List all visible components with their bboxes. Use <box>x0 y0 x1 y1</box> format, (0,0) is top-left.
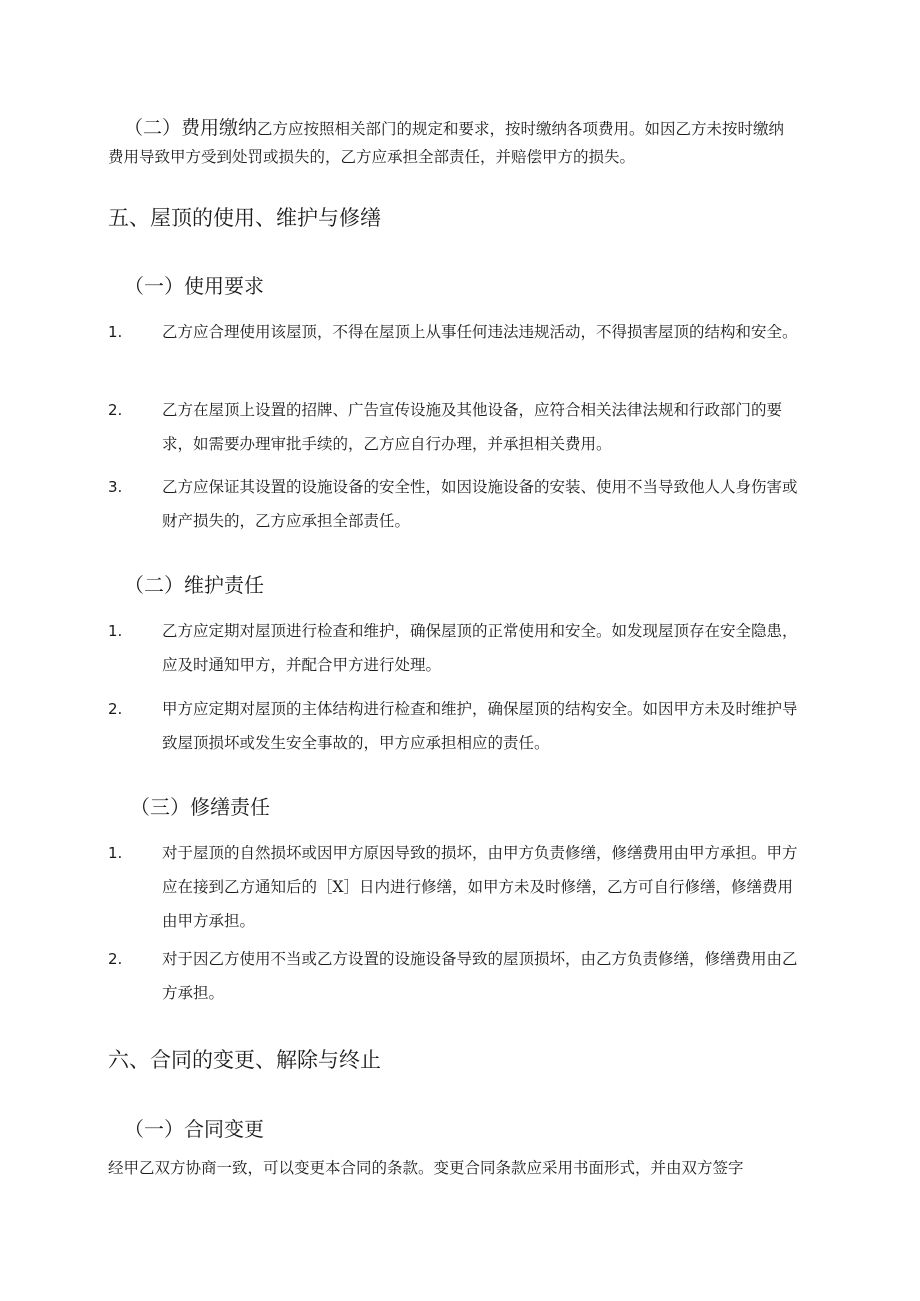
list-item <box>108 692 808 760</box>
section5-sub2-title: （二）维护责任 <box>124 573 264 597</box>
section6-sub1-text: 经甲乙双方协商一致，可以变更本合同的条款。变更合同条款应采用书面形式，并由双方签字 <box>108 1159 744 1177</box>
section5-sub1-title: （一）使用要求 <box>124 274 264 298</box>
list-item-number: 2. <box>108 401 123 419</box>
section6-sub1-title: （一）合同变更 <box>124 1117 264 1141</box>
list-item-text: 甲方应定期对屋顶的主体结构进行检查和维护，确保屋顶的结构安全。如因甲方未及时维护导致屋顶损坏或发生安全事故的，甲方应承担相应的责任。 <box>162 700 798 752</box>
list-item <box>108 393 808 461</box>
list-item-number: 1. <box>108 844 123 862</box>
section5-title: 五、屋顶的使用、维护与修缮 <box>108 206 381 230</box>
list-item <box>108 470 808 538</box>
fee-paragraph <box>108 114 798 171</box>
list-item-number: 2. <box>108 950 123 968</box>
list-item-text: 乙方在屋顶上设置的招牌、广告宣传设施及其他设备，应符合相关法律法规和行政部门的要求，如需要办理审批手续的，乙方应自行办理，并承担相关费用。 <box>162 401 783 453</box>
list-item-number: 2. <box>108 700 123 718</box>
list-item-text: 对于屋顶的自然损坏或因甲方原因导致的损坏，由甲方负责修缮，修缮费用由甲方承担。甲方应在接到乙方通知后的［X］日内进行修缮，如甲方未及时修缮，乙方可自行修缮，修缮费用由甲方承担。 <box>162 844 798 930</box>
section6-title: 六、合同的变更、解除与终止 <box>108 1048 381 1072</box>
list-item <box>108 836 808 938</box>
list-item <box>108 315 808 349</box>
list-item <box>108 942 808 1010</box>
section5-sub3-title: （三）修缮责任 <box>130 795 270 819</box>
list-item-text: 乙方应合理使用该屋顶，不得在屋顶上从事任何违法违规活动，不得损害屋顶的结构和安全。 <box>162 323 798 341</box>
list-item-text: 乙方应保证其设置的设施设备的安全性，如因设施设备的安装、使用不当导致他人人身伤害或财产损失的，乙方应承担全部责任。 <box>162 478 798 530</box>
list-item-text: 对于因乙方使用不当或乙方设置的设施设备导致的屋顶损坏，由乙方负责修缮，修缮费用由乙方承担。 <box>162 950 798 1002</box>
fee-heading: （二）费用缴纳 <box>124 117 258 139</box>
list-item-number: 1. <box>108 622 123 640</box>
list-item-text: 乙方应定期对屋顶进行检查和维护，确保屋顶的正常使用和安全。如发现屋顶存在安全隐患，应及时通知甲方，并配合甲方进行处理。 <box>162 622 798 674</box>
list-item-number: 1. <box>108 323 123 341</box>
list-item-number: 3. <box>108 478 123 496</box>
fee-text: 乙方应按照相关部门的规定和要求，按时缴纳各项费用。如因乙方未按时缴纳费用导致甲方受到处罚或损失的，乙方应承担全部责任，并赔偿甲方的损失。 <box>108 120 785 166</box>
list-item <box>108 614 808 682</box>
